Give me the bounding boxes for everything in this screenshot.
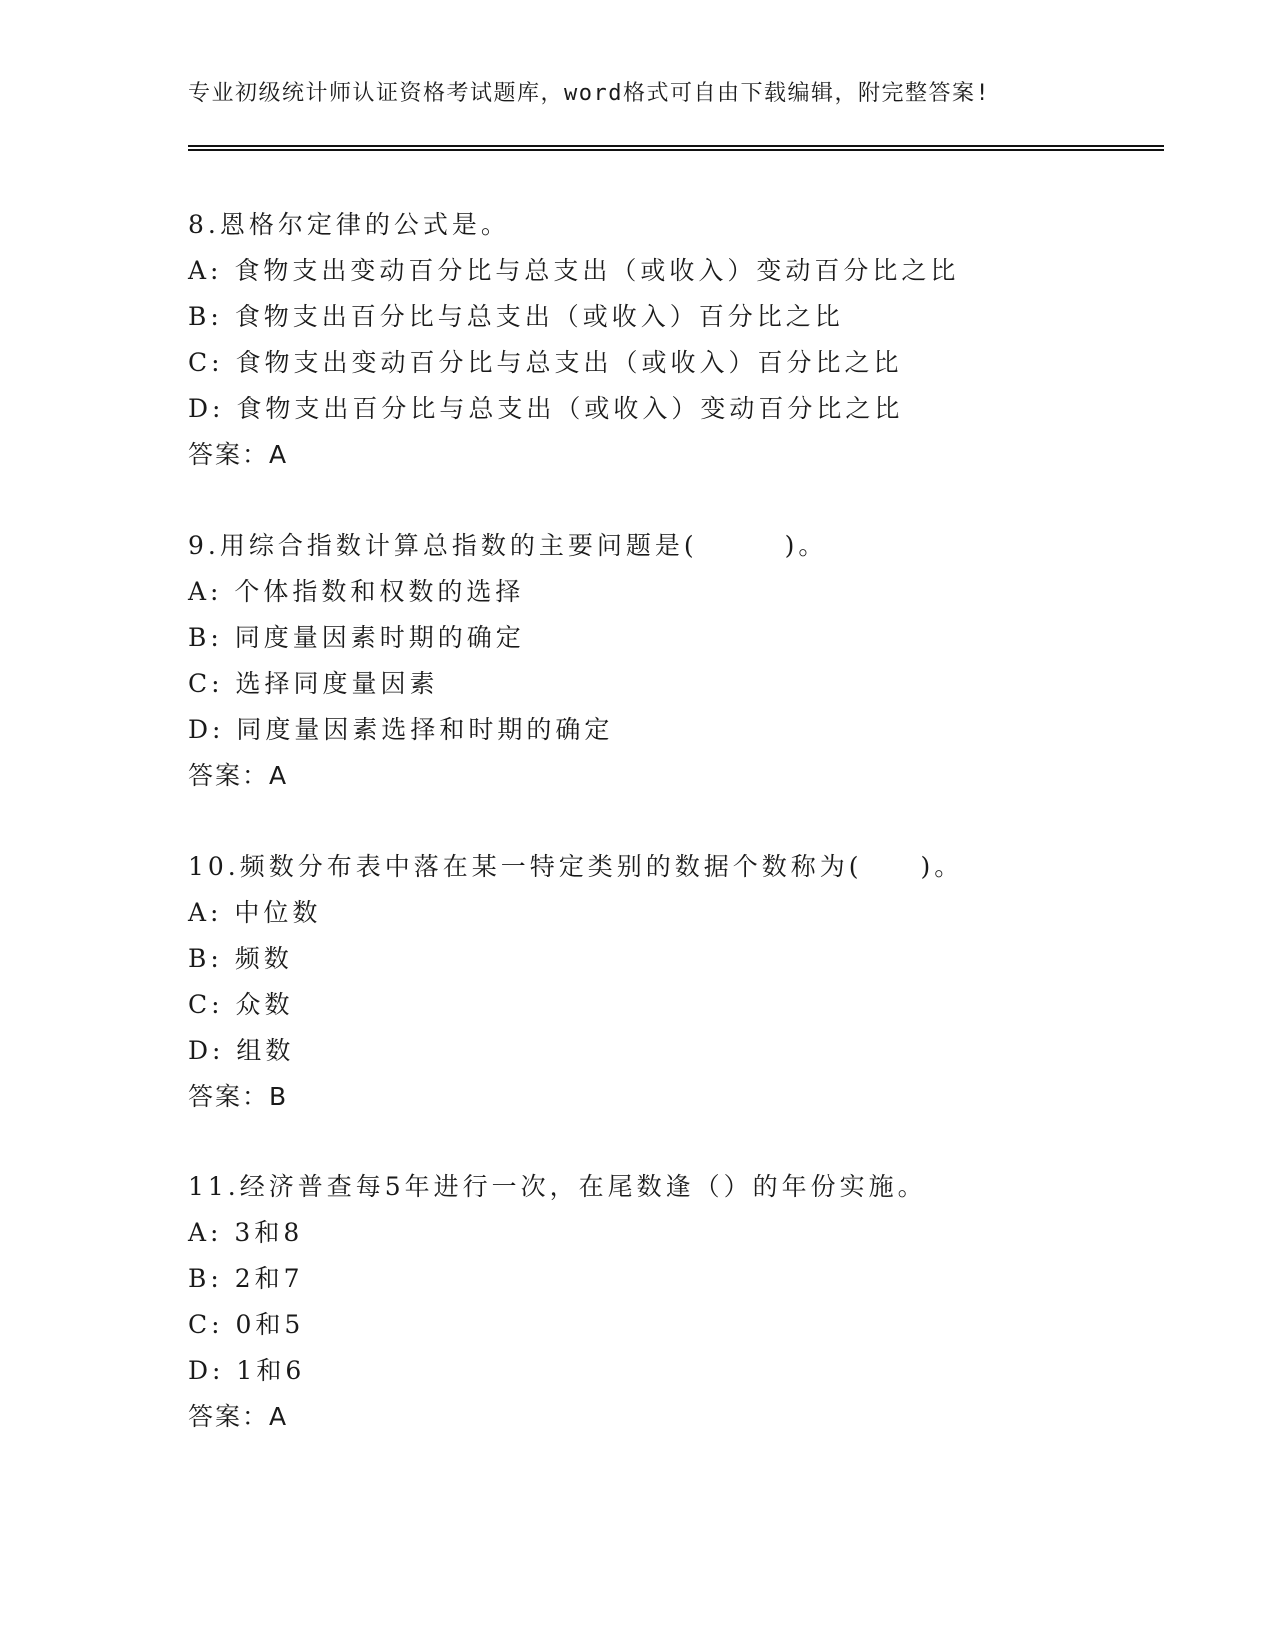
question-stem: 8.恩格尔定律的公式是。 xyxy=(188,210,510,239)
option-d: D: 同度量因素选择和时期的确定 xyxy=(188,715,614,744)
option-b: B: 食物支出百分比与总支出（或收入）百分比之比 xyxy=(188,302,844,331)
question-stem: 11.经济普查每5年进行一次，在尾数逢（）的年份实施。 xyxy=(188,1172,927,1201)
option-c: C: 众数 xyxy=(188,990,294,1019)
header-divider xyxy=(188,145,1164,151)
question-stem: 9.用综合指数计算总指数的主要问题是( )。 xyxy=(188,531,828,560)
question-stem: 10.频数分布表中落在某一特定类别的数据个数称为( )。 xyxy=(188,852,964,881)
question-block xyxy=(188,844,1168,1120)
answer-label: 答案：A xyxy=(188,1402,289,1431)
option-d: D: 食物支出百分比与总支出（或收入）变动百分比之比 xyxy=(188,394,904,423)
option-a: A: 个体指数和权数的选择 xyxy=(188,577,525,606)
option-c: C: 选择同度量因素 xyxy=(188,669,439,698)
answer-label: 答案：A xyxy=(188,761,289,790)
option-d: D: 1和6 xyxy=(188,1356,306,1385)
option-c: C: 0和5 xyxy=(188,1310,305,1339)
page-header: 专业初级统计师认证资格考试题库，word格式可自由下载编辑，附完整答案! xyxy=(188,81,991,106)
option-b: B: 频数 xyxy=(188,944,293,973)
option-c: C: 食物支出变动百分比与总支出（或收入）百分比之比 xyxy=(188,348,903,377)
option-b: B: 同度量因素时期的确定 xyxy=(188,623,525,652)
option-a: A: 3和8 xyxy=(188,1218,304,1247)
option-d: D: 组数 xyxy=(188,1036,295,1065)
option-a: A: 食物支出变动百分比与总支出（或收入）变动百分比之比 xyxy=(188,256,960,285)
option-a: A: 中位数 xyxy=(188,898,322,927)
question-block xyxy=(188,523,1168,799)
answer-label: 答案：A xyxy=(188,440,289,469)
option-b: B: 2和7 xyxy=(188,1264,304,1293)
question-block xyxy=(188,202,1168,478)
answer-label: 答案：B xyxy=(188,1082,289,1111)
question-block xyxy=(188,1164,1168,1440)
